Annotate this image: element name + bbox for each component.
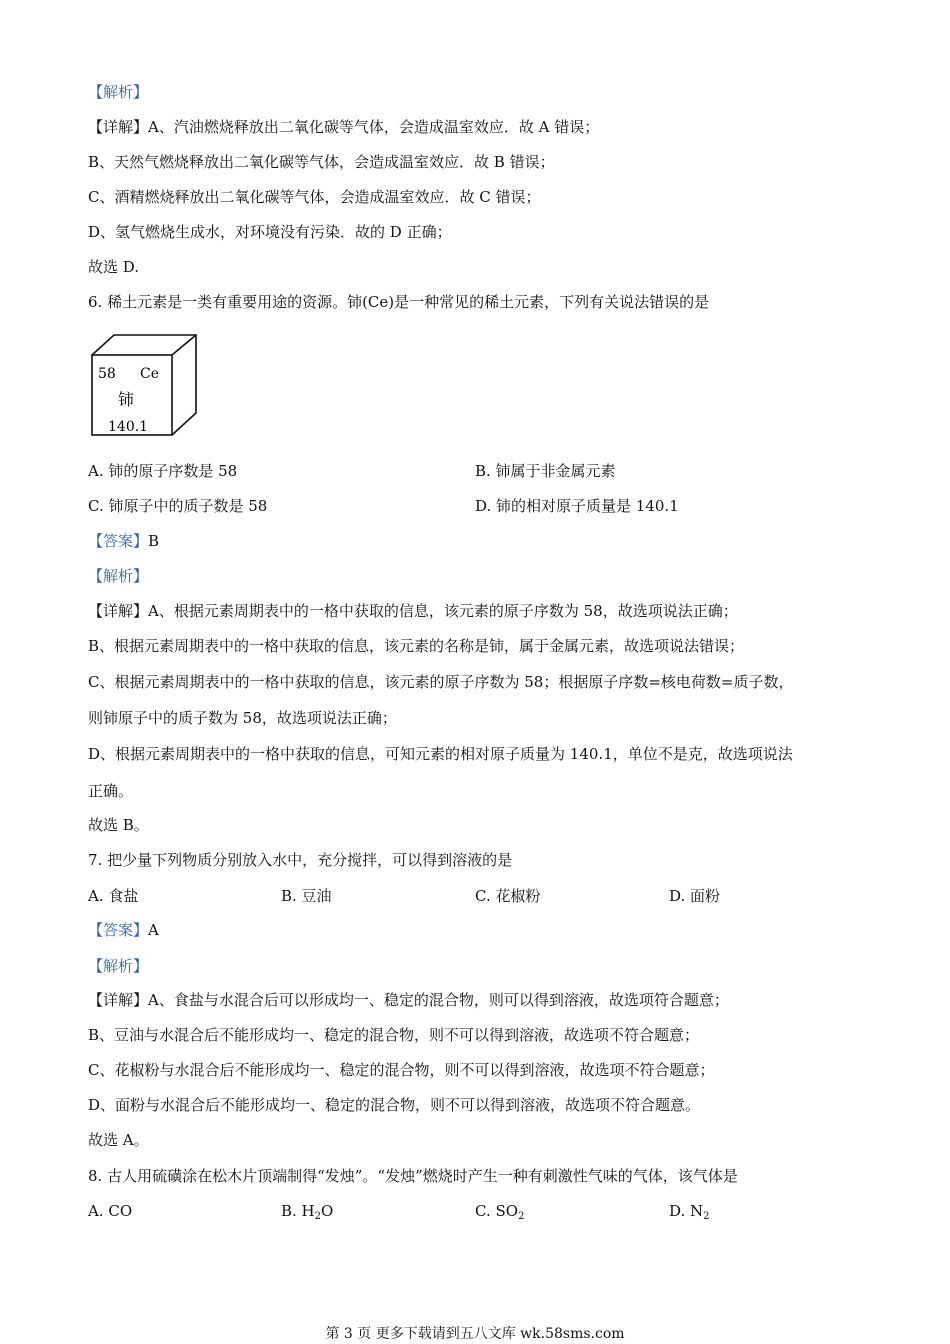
card-atomic-number: 58 xyxy=(98,366,116,382)
q7-answer xyxy=(88,920,159,940)
question-8-stem: 8. 古人用硫磺涂在松木片顶端制得“发烛”。“发烛”燃烧时产生一种有刺激性气味的气体，该气体是 xyxy=(88,1167,738,1185)
card-element-name: 铈 xyxy=(118,390,135,409)
q8-option-a: A. CO xyxy=(88,1202,133,1220)
q8-option-c xyxy=(475,1201,524,1227)
q6-option-b: B. 铈属于非金属元素 xyxy=(475,462,616,480)
detail-line-a xyxy=(88,117,599,137)
q7-detail-line-c: C、花椒粉与水混合后不能形成均一、稳定的混合物，则不可以得到溶液，故选项不符合题意； xyxy=(88,1061,715,1079)
element-card-cerium xyxy=(90,333,200,439)
option-text: D. N xyxy=(669,1202,704,1220)
q6-detail-line-c1: C、根据元素周期表中的一格中获取的信息，该元素的原子序数为 58；根据原子序数=核电荷数=质子数， xyxy=(88,673,794,691)
q6-option-a: A. 铈的原子序数是 58 xyxy=(88,462,238,480)
card-symbol: Ce xyxy=(140,366,159,382)
option-text: C. SO xyxy=(475,1202,519,1220)
q7-conclusion: 故选 A。 xyxy=(88,1131,149,1149)
q8-option-b xyxy=(281,1201,333,1227)
q6-detail-line-d1: D、根据元素周期表中的一格中获取的信息，可知元素的相对原子质量为 140.1，单位不是克，故选项说法 xyxy=(88,745,793,763)
q7-explain-tag: 【解析】 xyxy=(88,957,149,975)
detail-tag: 【详解】 xyxy=(88,118,149,136)
explain-tag: 【解析】 xyxy=(88,83,149,101)
subscript: 2 xyxy=(314,1211,322,1222)
q6-detail-line-a xyxy=(88,601,738,621)
q6-option-c: C. 铈原子中的质子数是 58 xyxy=(88,497,268,515)
card-atomic-mass: 140.1 xyxy=(108,419,149,435)
q7-detail-line-b: B、豆油与水混合后不能形成均一、稳定的混合物，则不可以得到溶液，故选项不符合题意； xyxy=(88,1026,700,1044)
detail-text: A、根据元素周期表中的一格中获取的信息，该元素的原子序数为 58，故选项说法正确； xyxy=(148,602,738,620)
q7-detail-line-d: D、面粉与水混合后不能形成均一、稳定的混合物，则不可以得到溶液，故选项不符合题意。 xyxy=(88,1096,701,1114)
option-text: O xyxy=(321,1202,334,1220)
answer-value: A xyxy=(148,921,159,939)
option-text: B. H xyxy=(281,1202,315,1220)
q6-option-d: D. 铈的相对原子质量是 140.1 xyxy=(475,497,679,515)
q6-detail-line-b: B、根据元素周期表中的一格中获取的信息，该元素的名称是铈，属于金属元素，故选项说法错误； xyxy=(88,637,745,655)
detail-line-d: D、氢气燃烧生成水，对环境没有污染．故的 D 正确； xyxy=(88,223,452,241)
q6-answer xyxy=(88,531,159,551)
detail-line-b: B、天然气燃烧释放出二氧化碳等气体，会造成温室效应．故 B 错误； xyxy=(88,153,555,171)
card-top-right-edge xyxy=(172,335,196,355)
q8-option-d xyxy=(669,1201,710,1227)
q6-detail-line-c2: 则铈原子中的质子数为 58，故选项说法正确； xyxy=(88,709,397,727)
answer-value: B xyxy=(148,532,160,550)
q7-option-d: D. 面粉 xyxy=(669,887,721,905)
detail-text: A、汽油燃烧释放出二氧化碳等气体，会造成温室效应．故 A 错误； xyxy=(148,118,600,136)
answer-tag: 【答案】 xyxy=(88,532,149,550)
q7-option-c: C. 花椒粉 xyxy=(475,887,541,905)
detail-text: A、食盐与水混合后可以形成均一、稳定的混合物，则可以得到溶液，故选项符合题意； xyxy=(148,991,729,1009)
q6-explain-tag: 【解析】 xyxy=(88,567,149,585)
detail-line-c: C、酒精燃烧释放出二氧化碳等气体，会造成温室效应．故 C 错误； xyxy=(88,188,541,206)
subscript: 2 xyxy=(518,1211,525,1222)
q7-option-a: A. 食盐 xyxy=(88,887,139,905)
detail-tag: 【详解】 xyxy=(88,991,149,1009)
detail-tag: 【详解】 xyxy=(88,602,149,620)
answer-tag: 【答案】 xyxy=(88,921,149,939)
subscript: 2 xyxy=(703,1211,710,1222)
q7-detail-line-a xyxy=(88,990,729,1010)
conclusion: 故选 D. xyxy=(88,258,140,276)
question-7-stem: 7. 把少量下列物质分别放入水中，充分搅拌，可以得到溶液的是 xyxy=(88,851,513,869)
q6-detail-line-d2: 正确。 xyxy=(88,782,134,800)
q6-conclusion: 故选 B。 xyxy=(88,816,149,834)
q7-option-b: B. 豆油 xyxy=(281,887,332,905)
question-6-stem: 6. 稀土元素是一类有重要用途的资源。铈(Ce)是一种常见的稀土元素，下列有关说法错误的是 xyxy=(88,293,710,311)
page-footer: 第 3 页 更多下载请到五八文库 wk.58sms.com xyxy=(325,1326,625,1342)
